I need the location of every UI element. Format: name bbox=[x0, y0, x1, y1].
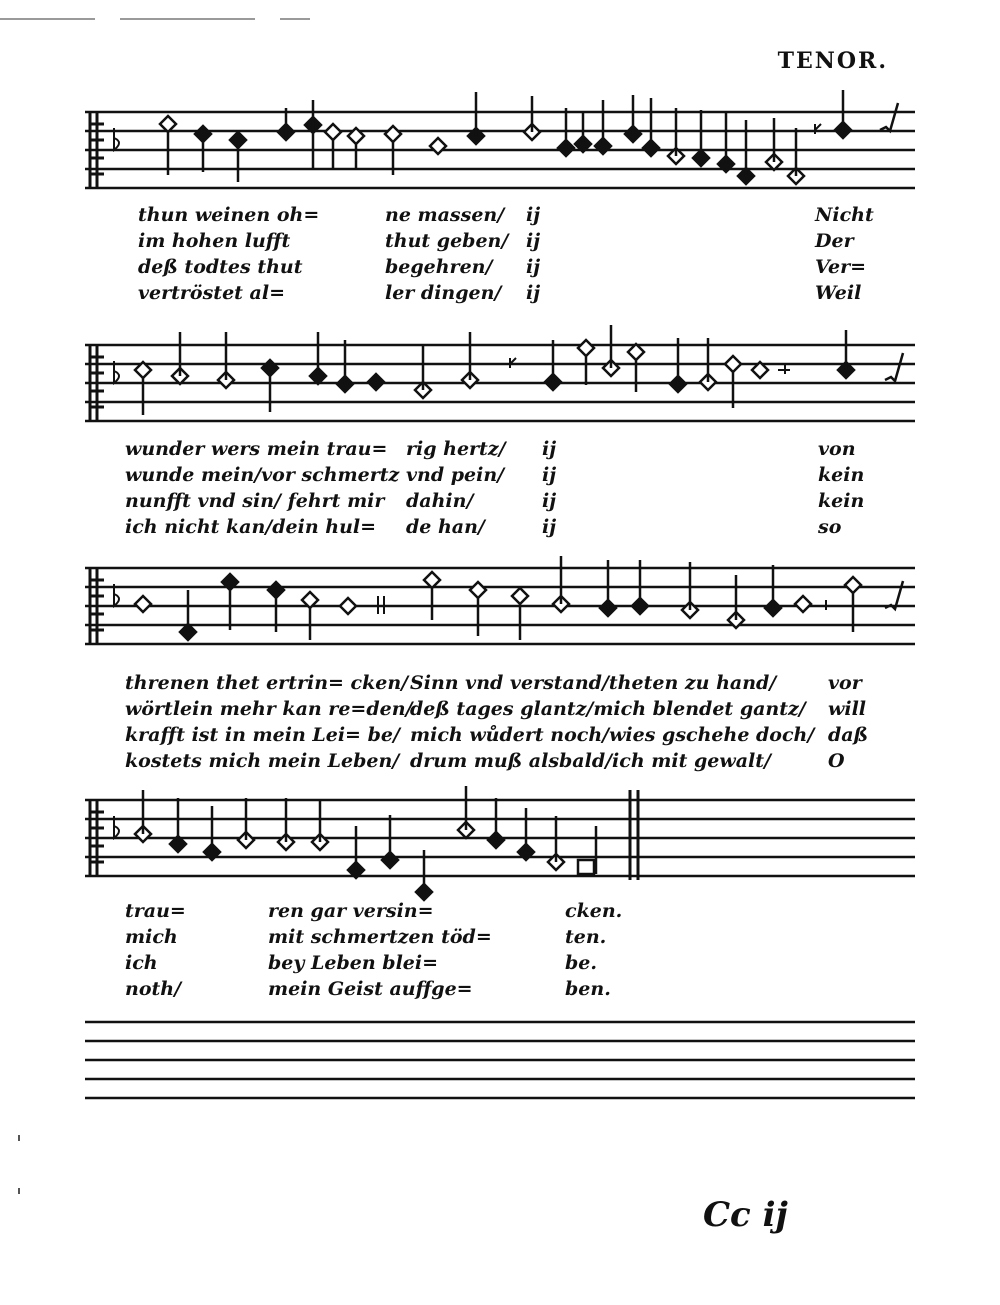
header-rule bbox=[0, 18, 95, 20]
lyric-line: von bbox=[818, 438, 856, 460]
lyric-line: ben. bbox=[565, 978, 611, 1000]
repeat-mark: ij bbox=[542, 490, 557, 512]
lyric-line: deß tages glantz/mich blendet gantz/ bbox=[410, 698, 806, 720]
lyric-line: mein Geist auffge= bbox=[268, 978, 473, 1000]
margin-mark bbox=[18, 1188, 20, 1194]
lyric-line: ren gar versin= bbox=[268, 900, 434, 922]
lyric-line: wörtlein mehr kan re=den/ bbox=[125, 698, 413, 720]
lyric-line: Weil bbox=[815, 282, 862, 304]
repeat-mark: ij bbox=[526, 256, 541, 278]
lyric-line: vor bbox=[828, 672, 862, 694]
staff-4 bbox=[85, 800, 915, 876]
lyric-line: ich bbox=[125, 952, 158, 974]
lyric-line: mich wůdert noch/wies gschehe doch/ bbox=[410, 724, 815, 746]
lyric-line: Sinn vnd verstand/theten zu hand/ bbox=[410, 672, 777, 694]
lyric-line: de han/ bbox=[406, 516, 485, 538]
voice-label: TENOR. bbox=[777, 48, 888, 74]
lyric-line: mit schmertzen töd= bbox=[268, 926, 492, 948]
notes-system-4 bbox=[135, 786, 596, 900]
repeat-mark: ij bbox=[526, 282, 541, 304]
lyric-line: Ver= bbox=[815, 256, 867, 278]
notes-system-3 bbox=[135, 556, 861, 640]
lyric-line: mich bbox=[125, 926, 178, 948]
lyric-line: nunfft vnd sin/ fehrt mir bbox=[125, 490, 385, 512]
lyric-line: bey Leben blei= bbox=[268, 952, 439, 974]
notes-system-2 bbox=[135, 325, 854, 415]
lyric-line: kein bbox=[818, 464, 865, 486]
lyric-line: begehren/ bbox=[385, 256, 493, 278]
repeat-mark: ij bbox=[542, 438, 557, 460]
margin-mark bbox=[18, 1135, 20, 1141]
lyric-line: be. bbox=[565, 952, 597, 974]
lyric-line: ne massen/ bbox=[385, 204, 505, 226]
lyric-line: will bbox=[828, 698, 867, 720]
repeat-mark: ij bbox=[526, 204, 541, 226]
notes-system-1 bbox=[160, 90, 851, 184]
lyric-line: kostets mich mein Leben/ bbox=[125, 750, 400, 772]
signature-mark: Cc ij bbox=[703, 1195, 788, 1235]
header-rule bbox=[120, 18, 255, 20]
lyric-line: krafft ist in mein Lei= be/ bbox=[125, 724, 400, 746]
lyric-line: O bbox=[828, 750, 845, 772]
rests bbox=[378, 124, 826, 614]
lyric-line: wunder wers mein trau= bbox=[125, 438, 388, 460]
header-rule bbox=[280, 18, 310, 20]
lyric-line: Nicht bbox=[815, 204, 874, 226]
repeat-mark: ij bbox=[526, 230, 541, 252]
lyric-line: ten. bbox=[565, 926, 607, 948]
repeat-mark: ij bbox=[542, 516, 557, 538]
staff-3 bbox=[85, 568, 915, 644]
lyric-line: vnd pein/ bbox=[406, 464, 505, 486]
lyric-line: thun weinen oh= bbox=[138, 204, 320, 226]
lyric-line: kein bbox=[818, 490, 865, 512]
staff-2 bbox=[85, 345, 915, 421]
lyric-line: im hohen lufft bbox=[138, 230, 291, 252]
lyric-line: dahin/ bbox=[406, 490, 474, 512]
lyric-line: noth/ bbox=[125, 978, 182, 1000]
lyric-line: thut geben/ bbox=[385, 230, 509, 252]
repeat-mark: ij bbox=[542, 464, 557, 486]
lyric-line: wunde mein/vor schmertz bbox=[125, 464, 400, 486]
lyric-line: rig hertz/ bbox=[406, 438, 506, 460]
staff-empty bbox=[85, 1022, 915, 1098]
lyric-line: vertröstet al= bbox=[138, 282, 285, 304]
lyric-line: daß bbox=[828, 724, 869, 746]
staff-1 bbox=[85, 112, 915, 188]
lyric-line: cken. bbox=[565, 900, 623, 922]
lyric-line: threnen thet ertrin= cken/ bbox=[125, 672, 409, 694]
lyric-line: Der bbox=[815, 230, 854, 252]
flat-sign bbox=[114, 128, 119, 838]
lyric-line: trau= bbox=[125, 900, 186, 922]
lyric-line: ich nicht kan/dein hul= bbox=[125, 516, 377, 538]
lyric-line: ler dingen/ bbox=[385, 282, 502, 304]
final-barline bbox=[630, 790, 638, 880]
clef bbox=[90, 112, 104, 876]
lyric-line: drum muß alsbald/ich mit gewalt/ bbox=[410, 750, 771, 772]
lyric-line: so bbox=[818, 516, 842, 538]
lyric-line: deß todtes thut bbox=[138, 256, 303, 278]
custos bbox=[880, 103, 903, 609]
